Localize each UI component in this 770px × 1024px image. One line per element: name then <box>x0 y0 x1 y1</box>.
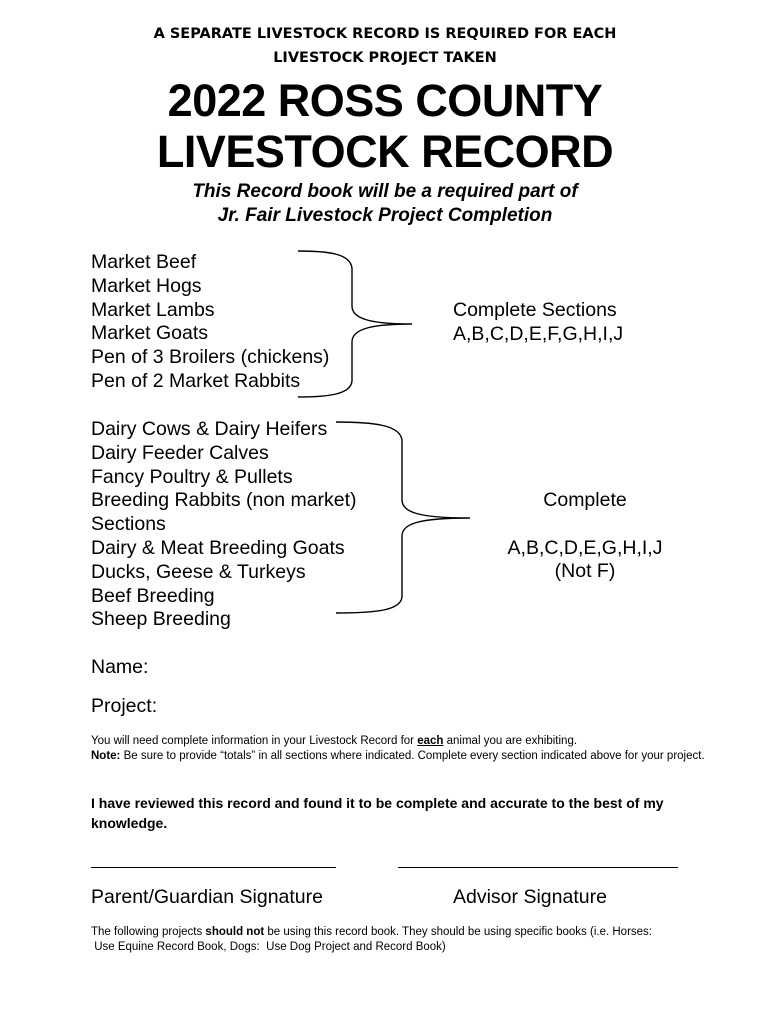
footer-line-2: Use Equine Record Book, Dogs: Use Dog Project and Record Book) <box>91 941 446 953</box>
list-item: Pen of 2 Market Rabbits <box>91 369 301 392</box>
info-paragraph <box>91 734 711 764</box>
emphasis-each: each <box>417 735 444 747</box>
info-text: You will need complete information in your Livestock Record for <box>91 735 418 747</box>
project-label: Project: <box>91 695 158 717</box>
footer-text-end: be using this record book. They should be using specific books (i.e. Horses: <box>264 926 652 938</box>
footer-text: The following projects <box>91 926 206 938</box>
page-title-line-2: LIVESTOCK RECORD <box>156 126 614 177</box>
note-text <box>91 749 711 764</box>
subtitle-line-2: Jr. Fair Livestock Project Completion <box>217 205 553 226</box>
advisor-signature-line[interactable] <box>398 867 678 868</box>
name-label: Name: <box>91 656 149 678</box>
list-item: Market Lambs <box>91 298 215 321</box>
list-item: Breeding Rabbits (non market) <box>91 489 357 512</box>
list-item: Dairy Feeder Calves <box>91 441 269 464</box>
note-label: Note: <box>91 750 121 762</box>
list-item: Ducks, Geese & Turkeys <box>91 560 306 583</box>
list-item: Dairy Cows & Dairy Heifers <box>91 418 328 440</box>
subtitle-line-1: This Record book will be a required part of <box>192 181 578 202</box>
info-line-1 <box>91 734 711 749</box>
parent-signature-label: Parent/Guardian Signature <box>91 886 323 908</box>
notice-line-1: A SEPARATE LIVESTOCK RECORD IS REQUIRED FOR EACH <box>153 26 617 42</box>
footer-note <box>91 925 731 955</box>
emphasis-should-not: should not <box>205 926 265 938</box>
separate-record-notice <box>0 22 770 70</box>
advisor-signature-label: Advisor Signature <box>453 886 607 908</box>
breeding-sections-text <box>470 489 700 584</box>
list-item: Market Hogs <box>91 274 202 297</box>
breeding-sections-line-3: (Not F) <box>554 560 616 583</box>
list-item: Dairy & Meat Breeding Goats <box>91 536 345 559</box>
breeding-projects-list <box>91 418 357 632</box>
parent-signature-line[interactable] <box>91 867 336 868</box>
page-subtitle <box>0 180 770 228</box>
list-item: Sections <box>91 513 166 536</box>
breeding-projects-brace-icon <box>330 418 480 618</box>
market-sections-line-1: Complete Sections <box>453 299 617 321</box>
list-item: Sheep Breeding <box>91 608 231 631</box>
market-projects-brace-icon <box>290 248 420 400</box>
note-body: Be sure to provide “totals” in all sections where indicated. Complete every section indicated above for your project. <box>120 750 705 762</box>
list-item: Market Beef <box>91 251 197 273</box>
breeding-sections-line-1: Complete <box>543 489 627 511</box>
list-item: Beef Breeding <box>91 584 215 607</box>
market-sections-text <box>453 299 623 347</box>
info-text-end: animal you are exhibiting. <box>443 735 578 747</box>
list-item: Fancy Poultry & Pullets <box>91 465 293 488</box>
footer-line-1 <box>91 925 731 940</box>
list-item: Pen of 3 Broilers (chickens) <box>91 346 330 369</box>
breeding-sections-line-2: A,B,C,D,E,G,H,I,J <box>507 536 663 559</box>
market-sections-line-2: A,B,C,D,E,F,G,H,I,J <box>453 322 624 345</box>
review-statement: I have reviewed this record and found it to be complete and accurate to the best of my knowledge. <box>91 795 664 831</box>
notice-line-2: LIVESTOCK PROJECT TAKEN <box>273 50 497 66</box>
page-title-line-1: 2022 ROSS COUNTY <box>167 75 603 126</box>
list-item: Market Goats <box>91 322 209 345</box>
